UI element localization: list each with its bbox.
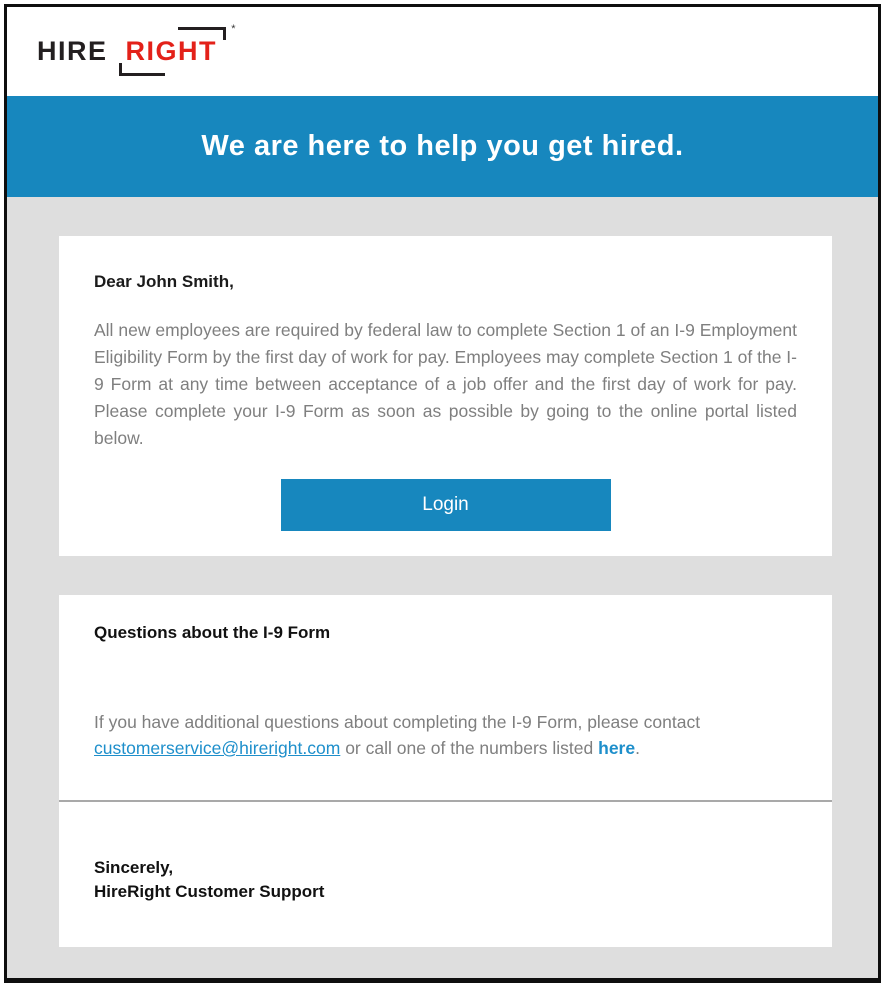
signature-sender: HireRight Customer Support (94, 882, 325, 901)
logo-text-right-label: RIGHT (125, 36, 218, 66)
signature-closing: Sincerely, (94, 858, 174, 877)
hireright-logo (37, 23, 238, 67)
logo-bracket-bottom-left-icon (119, 63, 165, 76)
signature-block (59, 802, 832, 947)
customer-service-email-link[interactable]: customerservice@hireright.com (94, 738, 341, 758)
email-frame (4, 4, 881, 983)
questions-heading: Questions about the I-9 Form (94, 623, 331, 642)
login-button-row (94, 479, 797, 531)
questions-card (59, 595, 832, 947)
logo-trademark-icon: * (231, 23, 238, 35)
intro-card (59, 236, 832, 556)
support-text-before: If you have additional questions about completing the I-9 Form, please contact (94, 712, 701, 732)
greeting-text: Dear John Smith, (94, 272, 234, 291)
support-paragraph (59, 709, 832, 761)
support-text-end: . (635, 738, 640, 758)
login-button[interactable]: Login (281, 479, 611, 531)
support-text-middle: or call one of the numbers listed (345, 738, 594, 758)
logo-bracket-top-right-icon (178, 27, 226, 40)
i9-instructions-paragraph: All new employees are required by federal law to complete Section 1 of an I-9 Employment Eligibility Form by the first day of work for pay. Employees may complete Section 1 of the I-9 Form at any time between acceptance of a job offer and the first day of work for pay. Please complete your I-9 Form as soon as possible by going to the online portal listed below. (94, 320, 797, 448)
logo-text-hire: HIRE (37, 36, 108, 66)
hero-headline: We are here to help you get hired. (201, 130, 684, 162)
email-header (7, 7, 878, 96)
hero-banner (7, 96, 878, 197)
email-body-background (7, 197, 878, 978)
phone-numbers-here-link[interactable]: here (598, 738, 636, 758)
logo-text-right (125, 23, 238, 67)
